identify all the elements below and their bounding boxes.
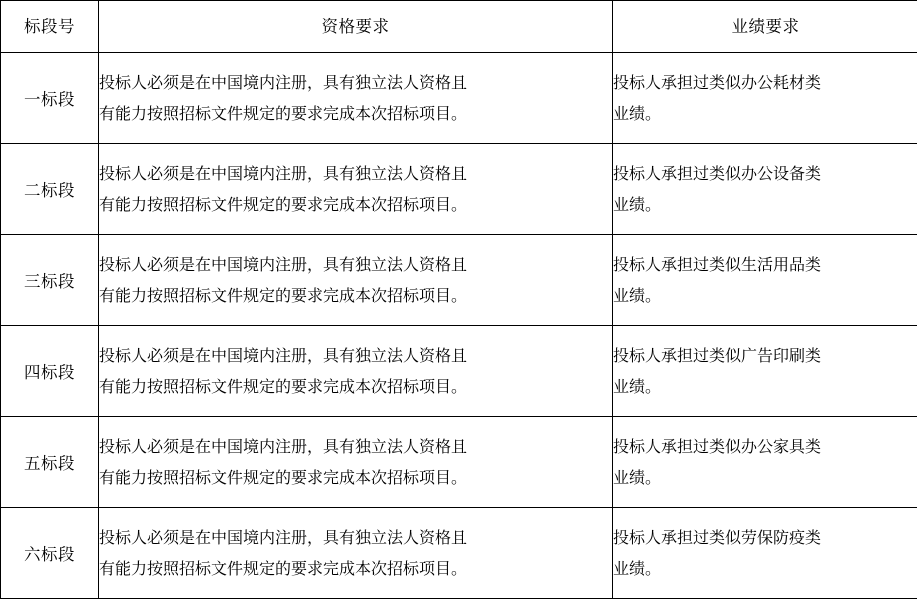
cell-qualification-line1: 投标人必须是在中国境内注册，具有独立法人资格且 xyxy=(99,254,468,274)
cell-performance-line1: 投标人承担过类似劳保防疫类 xyxy=(613,527,822,547)
cell-qualification-line2: 有能力按照招标文件规定的要求完成本次招标项目。 xyxy=(99,286,468,305)
column-header-performance-label: 业绩要求 xyxy=(731,16,800,36)
cell-lot: 六标段 xyxy=(1,508,99,599)
cell-performance-line2: 业绩。 xyxy=(613,195,662,214)
cell-qualification-line1: 投标人必须是在中国境内注册，具有独立法人资格且 xyxy=(99,527,468,547)
table-row xyxy=(1,235,917,326)
table-row xyxy=(1,417,917,508)
cell-performance-line1: 投标人承担过类似办公设备类 xyxy=(613,163,822,183)
cell-performance-line2: 业绩。 xyxy=(613,377,662,396)
cell-qualification-line2: 有能力按照招标文件规定的要求完成本次招标项目。 xyxy=(99,559,468,578)
cell-performance xyxy=(613,417,917,508)
cell-performance-line1: 投标人承担过类似生活用品类 xyxy=(613,254,822,274)
cell-qualification-line1: 投标人必须是在中国境内注册，具有独立法人资格且 xyxy=(99,345,468,365)
cell-qualification-line2: 有能力按照招标文件规定的要求完成本次招标项目。 xyxy=(99,195,468,214)
table-row xyxy=(1,144,917,235)
cell-qualification xyxy=(99,144,613,235)
column-header-lot-label: 标段号 xyxy=(24,16,75,36)
cell-performance xyxy=(613,235,917,326)
cell-qualification xyxy=(99,235,613,326)
cell-performance xyxy=(613,508,917,599)
cell-qualification-line2: 有能力按照招标文件规定的要求完成本次招标项目。 xyxy=(99,468,468,487)
column-header-qualification xyxy=(99,1,613,53)
cell-qualification xyxy=(99,417,613,508)
cell-qualification-line1: 投标人必须是在中国境内注册，具有独立法人资格且 xyxy=(99,72,468,92)
cell-performance-line2: 业绩。 xyxy=(613,104,662,123)
cell-qualification-line1: 投标人必须是在中国境内注册，具有独立法人资格且 xyxy=(99,163,468,183)
cell-performance-line2: 业绩。 xyxy=(613,559,662,578)
cell-lot: 二标段 xyxy=(1,144,99,235)
table-row xyxy=(1,53,917,144)
cell-qualification xyxy=(99,326,613,417)
table-row xyxy=(1,326,917,417)
table-row xyxy=(1,508,917,599)
cell-lot: 五标段 xyxy=(1,417,99,508)
cell-qualification-line2: 有能力按照招标文件规定的要求完成本次招标项目。 xyxy=(99,104,468,123)
cell-qualification-line2: 有能力按照招标文件规定的要求完成本次招标项目。 xyxy=(99,377,468,396)
cell-performance-line2: 业绩。 xyxy=(613,468,662,487)
cell-performance-line1: 投标人承担过类似办公家具类 xyxy=(613,436,822,456)
cell-lot: 三标段 xyxy=(1,235,99,326)
cell-qualification-line1: 投标人必须是在中国境内注册，具有独立法人资格且 xyxy=(99,436,468,456)
cell-performance-line1: 投标人承担过类似广告印刷类 xyxy=(613,345,822,365)
column-header-lot xyxy=(1,1,99,53)
cell-performance-line1: 投标人承担过类似办公耗材类 xyxy=(613,72,822,92)
column-header-qualification-label: 资格要求 xyxy=(321,16,390,36)
cell-qualification xyxy=(99,53,613,144)
cell-lot: 四标段 xyxy=(1,326,99,417)
cell-performance xyxy=(613,53,917,144)
cell-lot: 一标段 xyxy=(1,53,99,144)
column-header-performance xyxy=(613,1,917,53)
table-header-row xyxy=(1,1,917,53)
cell-performance-line2: 业绩。 xyxy=(613,286,662,305)
cell-performance xyxy=(613,144,917,235)
cell-performance xyxy=(613,326,917,417)
cell-qualification xyxy=(99,508,613,599)
